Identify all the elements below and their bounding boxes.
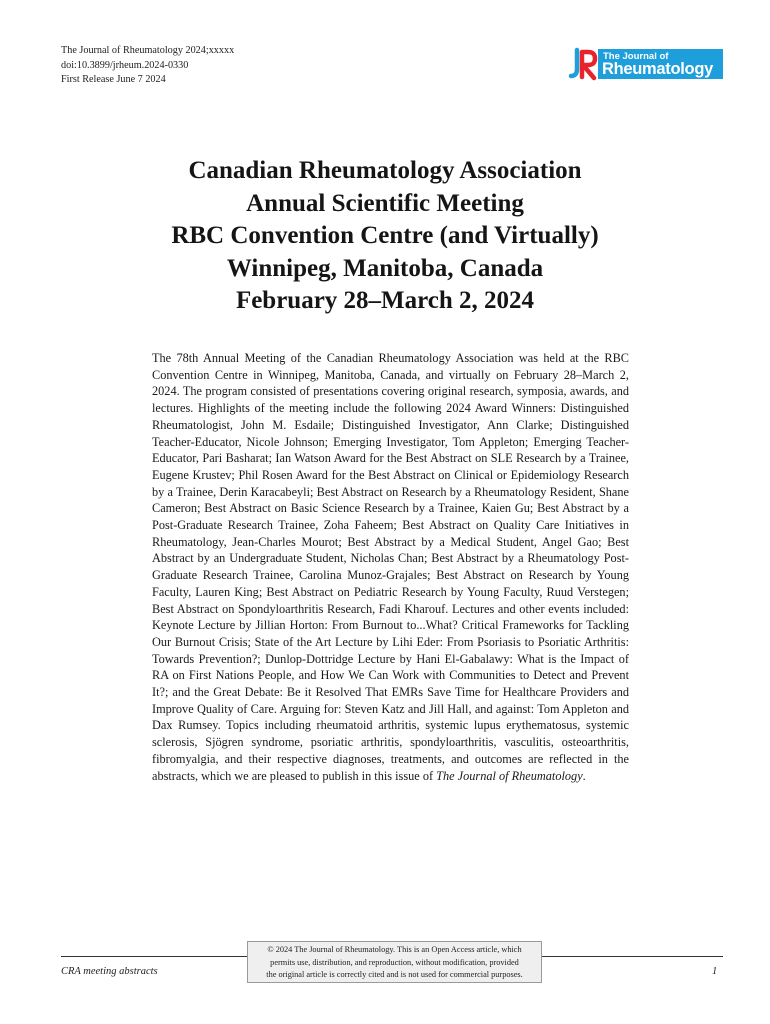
journal-citation: The Journal of Rheumatology 2024;xxxxx bbox=[61, 45, 235, 56]
logo-big-text: Rheumatology bbox=[602, 60, 713, 78]
jr-logo-mark-icon bbox=[568, 47, 598, 81]
release-date: First Release June 7 2024 bbox=[61, 74, 166, 85]
license-notice bbox=[247, 941, 542, 983]
title-line-5: February 28–March 2, 2024 bbox=[235, 287, 535, 314]
journal-name-italic: The Journal of Rheumatology bbox=[436, 768, 583, 783]
footer-rule-right bbox=[542, 956, 723, 957]
doi[interactable]: doi:10.3899/jrheum.2024-0330 bbox=[61, 59, 189, 71]
license-line-3: the original article is correctly cited and is not used for commercial purposes. bbox=[266, 970, 523, 979]
license-line-2: permits use, distribution, and reproduction, without modification, provided bbox=[270, 957, 519, 967]
title-line-4: Winnipeg, Manitoba, Canada bbox=[226, 254, 544, 282]
abstract-body: The 78th Annual Meeting of the Canadian Rheumatology Association was held at the RBC Convention Centre in Winnipeg, Manitoba, Canada, and virtually on February 28–March 2, 2024. The program consisted of presentations covering original research, symposia, awards, and lectures. Highlights of the meeting include the following 2024 Award Winners: Distinguished Rheumatologist, John M. Esdaile; Distinguished Investigator, Ann Clarke; Distinguished Teacher-Educator, Nicole Johnson; Emerging Investigator, Tom Appleton; Emerging Teacher-Educator, Pari Basharat; Ian Watson Award for the Best Abstract on SLE Research by a Trainee, Eugene Krustev; Phil Rosen Award for the Best Abstract on Clinical or Epidemiology Research by a Trainee, Derin Karacabeyli; Best Abstract on Research by a Rheumatology Resident, Shane Cameron; Best Abstract on Basic Science Research by a Trainee, Kaien Gu; Best Abstract by a Post-Graduate Research Trainee, Zoha Faheem; Best Abstract on Quality Care Initiatives in Rheumatology, Jean-Charles Mourot; Best Abstract by a Medical Student, Angel Gao; Best Abstract by an Undergraduate Student, Nicholas Chan; Best Abstract by a Rheumatology Post-Graduate Research Trainee, Carolina Munoz-Grajales; Best Abstract on Research by Young Faculty, Lauren King; Best Abstract on Pediatric Research by Young Faculty, Ruud Verstegen; Best Abstract on Spondyloarthritis Research, Fadi Kharouf. Lectures and other events included: Keynote Lecture by Jillian Horton: From Burnout to...What? Critical Frameworks for Tackling Our Burnout Crisis; State of the Art Lecture by Lihi Eder: From Psoriasis to Psoriatic Arthritis: Towards Prevention?; Dunlop-Dottridge Lecture by Hani El-Gabalawy: What is the Impact of RA on First Nations People, and How We Can Work with Communities to Detect and Prevent It?; and the Great Debate: Be it Resolved That EMRs Save Time for Healthcare Providers and Improve Quality of Care. Arguing for: Steven Katz and Jill Hall, and against: Tom Appleton and Dax Rumsey. Topics including rheumatoid arthritis, systemic lupus erythematosus, systemic sclerosis, Sjögren syndrome, psoriatic arthritis, spondyloarthritis, vasculitis, osteoarthritis, fibromyalgia, and their respective diagnoses, treatments, and outcomes are reflected in the abstracts, which we are pleased to publish in this issue of bbox=[152, 351, 629, 783]
footer-section-label: CRA meeting abstracts bbox=[61, 966, 158, 977]
title-line-3: RBC Convention Centre (and Virtually) bbox=[171, 222, 599, 249]
footer-rule-left bbox=[61, 956, 247, 957]
title-line-2: Annual Scientific Meeting bbox=[246, 189, 524, 217]
journal-logo[interactable] bbox=[568, 47, 723, 81]
page-number: 1 bbox=[712, 966, 718, 977]
logo-small-text: The Journal of bbox=[603, 51, 669, 62]
license-line-1: © 2024 The Journal of Rheumatology. This is an Open Access article, which bbox=[267, 945, 522, 954]
abstract-end: . bbox=[582, 768, 586, 783]
abstract-paragraph bbox=[152, 350, 629, 784]
article-meta bbox=[61, 44, 234, 88]
page-title bbox=[0, 155, 770, 318]
logo-wordmark bbox=[598, 49, 723, 79]
title-line-1: Canadian Rheumatology Association bbox=[188, 157, 582, 184]
